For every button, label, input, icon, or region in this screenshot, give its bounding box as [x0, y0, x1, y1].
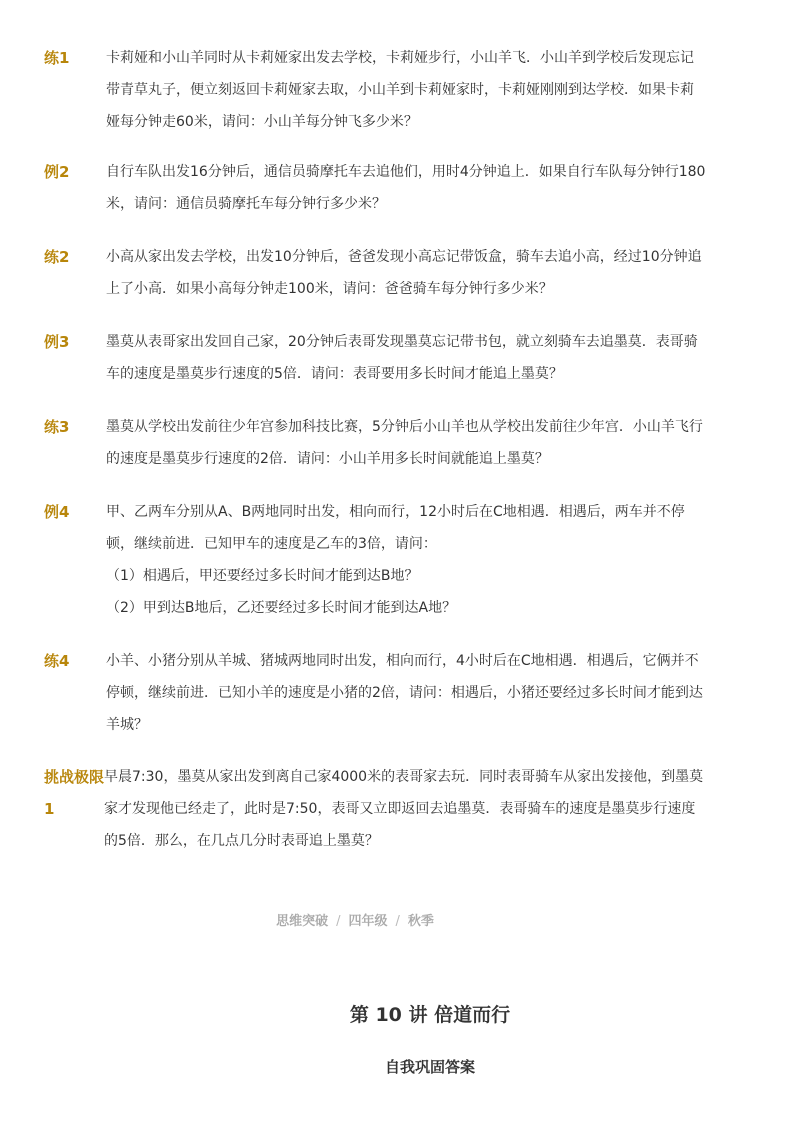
lecture-title: 第 10 讲 倍道而行	[349, 1004, 511, 1026]
text-line: 小高从家出发去学校，出发10分钟后，爸爸发现小高忘记带饭盒，骑车去追小高，经过10分钟追	[106, 249, 702, 265]
problem-text	[106, 241, 724, 305]
text-line: 米，请问：通信员骑摩托车每分钟行多少米？	[106, 196, 386, 212]
sub-question: （2）甲到达B地后，乙还要经过多长时间才能到达A地？	[106, 600, 457, 616]
problem-lian4	[44, 645, 724, 741]
problem-lian2	[44, 241, 724, 305]
text-line: 的速度是墨莫步行速度的2倍．请问：小山羊用多长时间就能追上墨莫？	[106, 451, 549, 467]
text-line: 上了小高．如果小高每分钟走100米，请问：爸爸骑车每分钟行多少米？	[106, 281, 553, 297]
problem-label: 例2	[44, 163, 70, 181]
problem-text	[106, 326, 724, 390]
problem-label: 例3	[44, 333, 70, 351]
text-line: 停顿，继续前进．已知小羊的速度是小猪的2倍，请问：相遇后，小猪还要经过多长时间才能到达	[106, 685, 703, 701]
footer-term: 秋季	[407, 914, 434, 929]
problem-challenge1	[44, 761, 724, 857]
footer-breadcrumb	[0, 910, 710, 929]
problem-li4	[44, 496, 724, 624]
problem-text	[106, 156, 724, 220]
problem-label: 挑战极限1	[44, 768, 105, 818]
text-line: 的5倍．那么，在几点几分时表哥追上墨莫？	[104, 833, 379, 849]
footer-separator: /	[395, 914, 400, 929]
text-line: 墨莫从表哥家出发回自己家，20分钟后表哥发现墨莫忘记带书包，就立刻骑车去追墨莫．表哥骑	[106, 334, 698, 350]
text-line: 卡莉娅和小山羊同时从卡莉娅家出发去学校，卡莉娅步行，小山羊飞．小山羊到学校后发现忘记	[106, 50, 694, 66]
problem-label: 例4	[44, 503, 70, 521]
problem-text	[106, 411, 724, 475]
problem-label: 练3	[44, 418, 70, 436]
problem-text	[106, 645, 724, 741]
text-line: 小羊、小猪分别从羊城、猪城两地同时出发，相向而行，4小时后在C地相遇．相遇后，它俩并不	[106, 653, 699, 669]
problem-label: 练1	[44, 49, 70, 67]
answer-heading: 自我巩固答案	[384, 1058, 475, 1076]
footer-grade: 四年级	[348, 914, 388, 929]
sub-question: （1）相遇后，甲还要经过多长时间才能到达B地？	[106, 568, 419, 584]
text-line: 车的速度是墨莫步行速度的5倍．请问：表哥要用多长时间才能追上墨莫？	[106, 366, 563, 382]
problem-text	[106, 42, 724, 138]
problem-text	[106, 496, 724, 624]
footer-series: 思维突破	[276, 914, 329, 929]
text-line: 甲、乙两车分别从A、B两地同时出发，相向而行，12小时后在C地相遇．相遇后，两车并不停	[106, 504, 685, 520]
problem-text	[104, 761, 724, 857]
text-line: 顿，继续前进．已知甲车的速度是乙车的3倍，请问：	[106, 536, 437, 552]
text-line: 娅每分钟走60米，请问：小山羊每分钟飞多少米？	[106, 114, 418, 130]
problem-label: 练2	[44, 248, 70, 266]
footer-separator: /	[336, 914, 341, 929]
problem-lian1	[44, 42, 724, 138]
problem-label: 练4	[44, 652, 70, 670]
text-line: 墨莫从学校出发前往少年宫参加科技比赛，5分钟后小山羊也从学校出发前往少年宫．小山羊飞行	[106, 419, 703, 435]
text-line: 家才发现他已经走了，此时是7:50，表哥又立即返回去追墨莫．表哥骑车的速度是墨莫步行速度	[104, 801, 696, 817]
problem-lian3	[44, 411, 724, 475]
text-line: 羊城？	[106, 717, 148, 733]
text-line: 早晨7:30，墨莫从家出发到离自己家4000米的表哥家去玩．同时表哥骑车从家出发接他，到墨莫	[104, 769, 704, 785]
problem-li3	[44, 326, 724, 390]
text-line: 自行车队出发16分钟后，通信员骑摩托车去追他们，用时4分钟追上．如果自行车队每分钟行180	[106, 164, 706, 180]
problem-li2	[44, 156, 724, 220]
text-line: 带青草丸子，便立刻返回卡莉娅家去取，小山羊到卡莉娅家时，卡莉娅刚刚到达学校．如果卡莉	[106, 82, 694, 98]
